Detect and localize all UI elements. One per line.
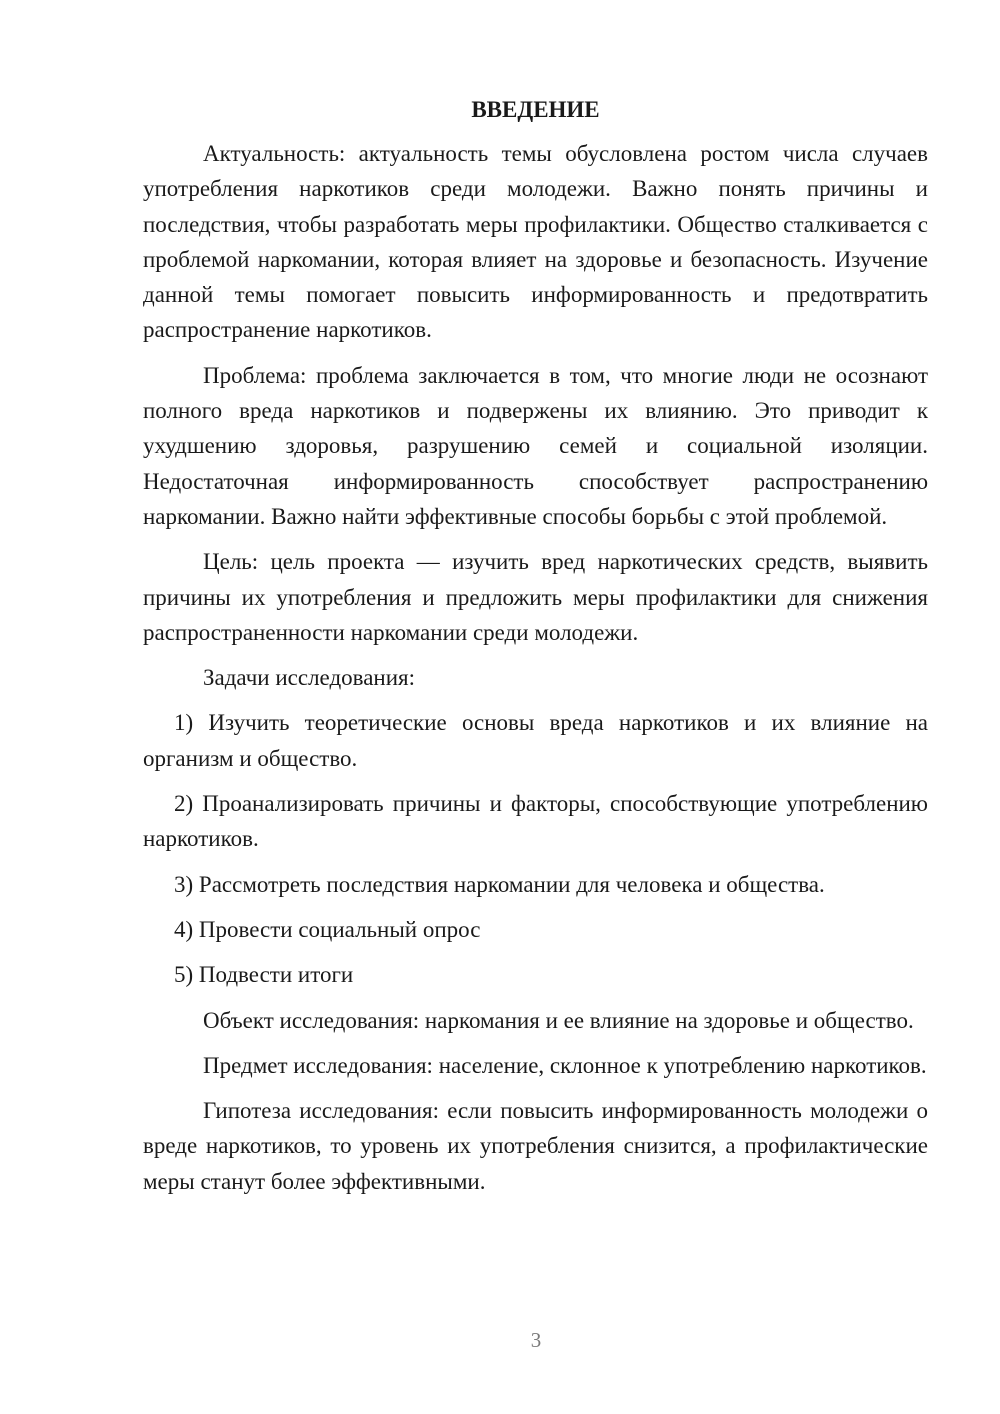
task-item-4: 4) Провести социальный опрос: [174, 916, 481, 942]
paragraph-goal: Цель: цель проекта — изучить вред наркотических средств, выявить причины их употребления и предложить меры профилактики для снижения распространенности наркомании среди молодежи.: [143, 549, 928, 645]
paragraph-object: Объект исследования: наркомания и ее влияние на здоровье и общество.: [203, 1007, 914, 1033]
paragraph-hypothesis: Гипотеза исследования: если повысить информированность молодежи о вреде наркотиков, то уровень их употребления снизится, а профилактические меры станут более эффективными.: [143, 1098, 928, 1194]
paragraph-tasks-heading: Задачи исследования:: [203, 665, 416, 691]
paragraph-problem: Проблема: проблема заключается в том, что многие люди не осознают полного вреда наркотиков и подвержены их влиянию. Это приводит к ухудшению здоровья, разрушению семей и социальной изоляции. Недостаточная информированность способствует распространению наркомании. Важно найти эффективные способы борьбы с этой проблемой.: [143, 362, 928, 529]
paragraph-relevance: Актуальность: актуальность темы обусловлена ростом числа случаев употребления наркотиков среди молодежи. Важно понять причины и последствия, чтобы разработать меры профилактики. Общество сталкивается с проблемой наркомании, которая влияет на здоровье и безопасность. Изучение данной темы помогает повысить информированность и предотвратить распространение наркотиков.: [143, 141, 928, 343]
task-item-2: 2) Проанализировать причины и факторы, способствующие употреблению наркотиков.: [143, 791, 928, 852]
task-item-1: 1) Изучить теоретические основы вреда наркотиков и их влияние на организм и общество.: [143, 710, 928, 771]
paragraph-subject: Предмет исследования: население, склонное к употреблению наркотиков.: [203, 1052, 927, 1078]
page-number: 3: [530, 1328, 542, 1352]
document-page: [143, 92, 928, 1209]
task-item-5: 5) Подвести итоги: [174, 962, 354, 988]
page-title: ВВЕДЕНИЕ: [471, 97, 600, 122]
task-item-3: 3) Рассмотреть последствия наркомании для человека и общества.: [174, 871, 825, 897]
